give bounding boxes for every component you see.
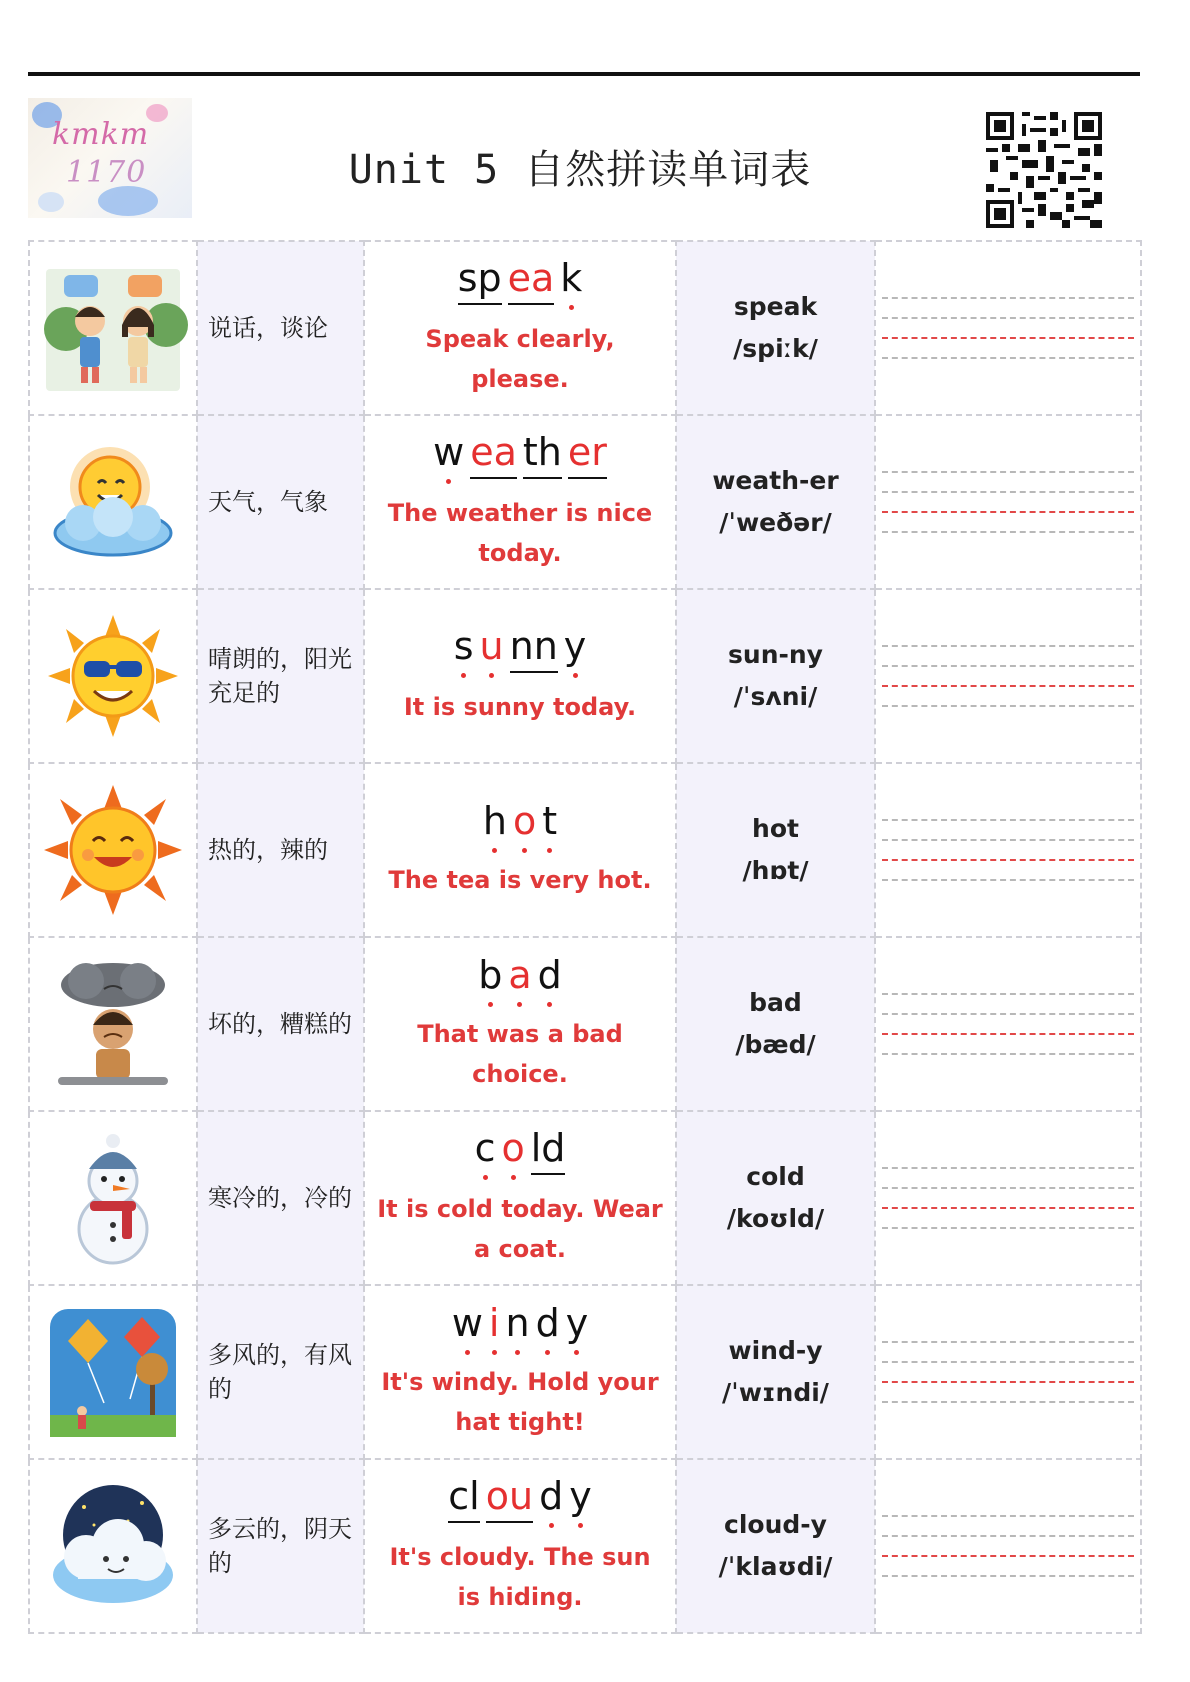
word-segment: w: [433, 431, 464, 477]
syllable-split: cold: [746, 1162, 805, 1191]
word-segment: y: [569, 1475, 592, 1521]
word-segment: i: [489, 1302, 500, 1348]
syllable-split: cloud-y: [724, 1510, 827, 1539]
phonics-word: [365, 1475, 675, 1523]
word-segment: cl: [448, 1475, 479, 1523]
writing-practice-cell: [875, 1459, 1141, 1633]
pronunciation-cell: [676, 763, 875, 937]
word-segment: t: [542, 800, 557, 846]
logo-text-line2: 1170: [66, 155, 147, 190]
table-row: [29, 241, 1141, 415]
phonics-word: [365, 431, 675, 479]
chinese-meaning: 寒冷的，冷的: [197, 1111, 364, 1285]
page-title: Unit 5 自然拼读单词表: [348, 147, 812, 193]
word-segment: th: [523, 431, 562, 479]
table-row: [29, 415, 1141, 589]
writing-lines: [882, 1515, 1134, 1577]
word-segment: d: [539, 1475, 563, 1521]
chinese-meaning: 多风的，有风的: [197, 1285, 364, 1459]
word-example-cell: [364, 1459, 676, 1633]
writing-practice-cell: [875, 415, 1141, 589]
ipa-transcription: /ˈklaʊdi/: [718, 1552, 833, 1581]
phonics-word: [365, 800, 675, 846]
syllable-split: wind-y: [728, 1336, 823, 1365]
writing-lines: [882, 1167, 1134, 1229]
syllable-split: weath-er: [712, 466, 839, 495]
chinese-meaning: 天气，气象: [197, 415, 364, 589]
sun-with-sunglasses-picture: [38, 607, 188, 745]
ipa-transcription: /ˈweðər/: [719, 508, 832, 537]
writing-lines: [882, 645, 1134, 707]
example-sentence: It's cloudy. The sun is hiding.: [389, 1543, 651, 1611]
writing-practice-cell: [875, 1285, 1141, 1459]
top-rule: [28, 72, 1140, 76]
table-row: [29, 1111, 1141, 1285]
word-segment: ou: [486, 1475, 533, 1523]
table-row: [29, 937, 1141, 1111]
picture-cell: [29, 1111, 197, 1285]
word-segment: b: [478, 954, 502, 1000]
word-segment: ea: [470, 431, 517, 479]
word-segment: y: [566, 1302, 589, 1348]
writing-practice-cell: [875, 589, 1141, 763]
writing-practice-cell: [875, 1111, 1141, 1285]
word-segment: y: [564, 625, 587, 671]
word-example-cell: [364, 763, 676, 937]
snowman-picture: [38, 1129, 188, 1267]
chinese-meaning: 多云的，阴天的: [197, 1459, 364, 1633]
children-talking-picture: [38, 259, 188, 397]
picture-cell: [29, 1459, 197, 1633]
writing-lines: [882, 819, 1134, 881]
pronunciation-cell: [676, 589, 875, 763]
pronunciation-cell: [676, 1459, 875, 1633]
chinese-meaning: 晴朗的，阳光充足的: [197, 589, 364, 763]
picture-cell: [29, 589, 197, 763]
word-segment: h: [483, 800, 507, 846]
word-example-cell: [364, 937, 676, 1111]
example-sentence: It's windy. Hold your hat tight!: [381, 1368, 659, 1436]
example-sentence: It is sunny today.: [403, 693, 637, 721]
word-segment: er: [568, 431, 607, 479]
ipa-transcription: /bæd/: [735, 1030, 816, 1059]
ipa-transcription: /hɒt/: [742, 856, 809, 885]
phonics-word: [365, 625, 675, 673]
sad-boy-under-cloud-picture: [38, 955, 188, 1093]
picture-cell: [29, 763, 197, 937]
kmkm-logo: [28, 98, 192, 218]
example-sentence: The tea is very hot.: [388, 866, 652, 894]
pronunciation-cell: [676, 1285, 875, 1459]
phonics-word: [365, 1127, 675, 1175]
word-example-cell: [364, 1285, 676, 1459]
pronunciation-cell: [676, 937, 875, 1111]
writing-lines: [882, 471, 1134, 533]
writing-practice-cell: [875, 937, 1141, 1111]
kites-windy-day-picture: [38, 1303, 188, 1441]
word-segment: ld: [531, 1127, 566, 1175]
word-segment: o: [513, 800, 536, 846]
picture-cell: [29, 937, 197, 1111]
word-segment: s: [454, 625, 474, 671]
word-segment: nn: [510, 625, 558, 673]
sun-behind-cloud-picture: [38, 433, 188, 571]
phonics-word: [365, 257, 675, 305]
pronunciation-cell: [676, 241, 875, 415]
picture-cell: [29, 241, 197, 415]
ipa-transcription: /ˈsʌni/: [733, 682, 818, 711]
word-example-cell: [364, 589, 676, 763]
writing-lines: [882, 993, 1134, 1055]
ipa-transcription: /spiːk/: [733, 334, 818, 363]
table-row: [29, 763, 1141, 937]
example-sentence: It is cold today. Wear a coat.: [377, 1195, 663, 1263]
example-sentence: The weather is nice today.: [387, 499, 653, 567]
picture-cell: [29, 415, 197, 589]
word-segment: sp: [458, 257, 502, 305]
chinese-meaning: 热的，辣的: [197, 763, 364, 937]
chinese-meaning: 说话，谈论: [197, 241, 364, 415]
word-segment: a: [508, 954, 531, 1000]
picture-cell: [29, 1285, 197, 1459]
table-row: [29, 1459, 1141, 1633]
smiling-cloud-picture: [38, 1477, 188, 1615]
word-segment: ea: [508, 257, 555, 305]
ipa-transcription: /koʊld/: [726, 1204, 825, 1233]
writing-lines: [882, 297, 1134, 359]
table-row: [29, 589, 1141, 763]
word-example-cell: [364, 241, 676, 415]
logo-text-line1: kmkm: [52, 117, 150, 152]
pronunciation-cell: [676, 415, 875, 589]
phonics-word-table: [28, 240, 1142, 1634]
word-segment: w: [452, 1302, 483, 1348]
phonics-word: [365, 954, 675, 1000]
syllable-split: speak: [733, 292, 818, 321]
word-segment: d: [538, 954, 562, 1000]
syllable-split: bad: [749, 988, 802, 1017]
word-segment: o: [501, 1127, 524, 1173]
syllable-split: sun-ny: [728, 640, 823, 669]
word-example-cell: [364, 415, 676, 589]
example-sentence: That was a bad choice.: [417, 1020, 623, 1088]
chinese-meaning: 坏的，糟糕的: [197, 937, 364, 1111]
phonics-word: [365, 1302, 675, 1348]
hot-sun-picture: [38, 781, 188, 919]
table-row: [29, 1285, 1141, 1459]
ipa-transcription: /ˈwɪndi/: [722, 1378, 829, 1407]
writing-practice-cell: [875, 241, 1141, 415]
example-sentence: Speak clearly, please.: [425, 325, 615, 393]
word-segment: u: [480, 625, 504, 671]
syllable-split: hot: [752, 814, 799, 843]
qr-code: [985, 112, 1103, 228]
word-example-cell: [364, 1111, 676, 1285]
word-segment: d: [536, 1302, 560, 1348]
writing-lines: [882, 1341, 1134, 1403]
pronunciation-cell: [676, 1111, 875, 1285]
word-segment: n: [505, 1302, 529, 1348]
word-segment: k: [560, 257, 582, 303]
writing-practice-cell: [875, 763, 1141, 937]
word-segment: c: [475, 1127, 496, 1173]
